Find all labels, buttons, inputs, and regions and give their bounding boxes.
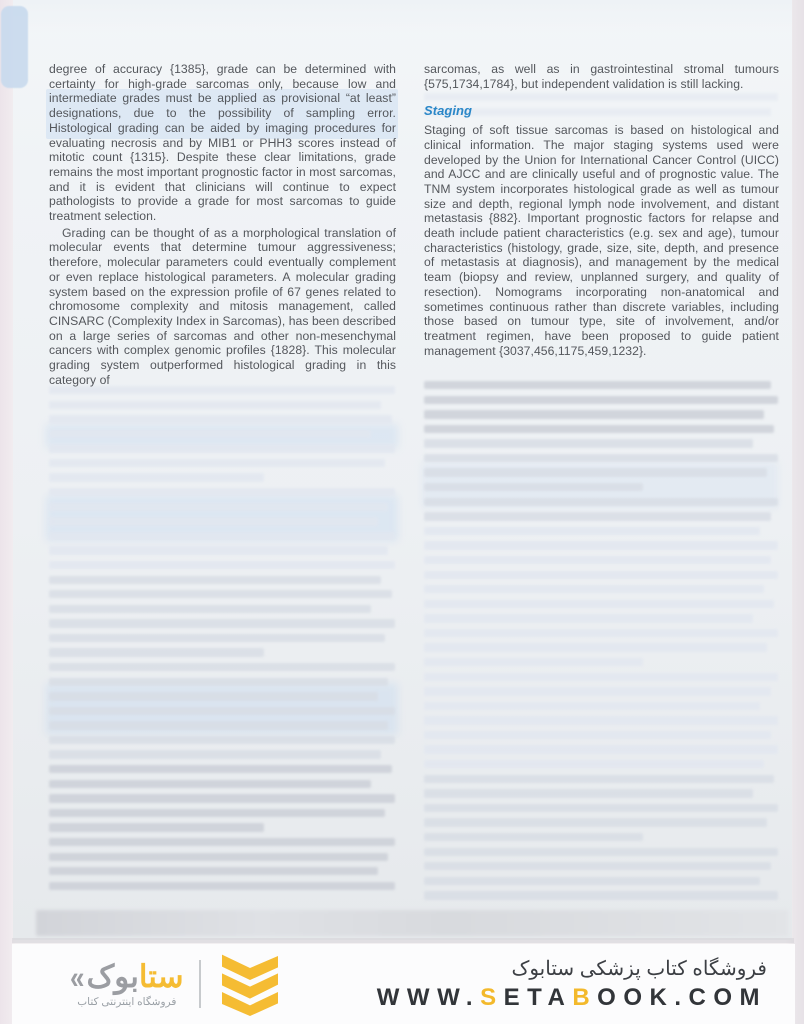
ghost-text-line	[49, 546, 388, 554]
ghost-text-line	[49, 765, 392, 773]
ghost-text-line	[424, 556, 771, 564]
ghost-text-line	[424, 541, 778, 549]
ghost-text-line	[49, 517, 378, 525]
ghost-text-line	[49, 750, 381, 758]
ghost-text-line	[49, 430, 371, 438]
page-bottom-edge	[12, 938, 794, 943]
brand-wordmark-block	[70, 958, 184, 1008]
ghost-text-line	[424, 439, 753, 447]
brand-wordmark-primary: ستا	[138, 958, 184, 994]
ghost-text-line	[49, 590, 392, 598]
ghost-text-line	[424, 687, 771, 695]
ghost-text-line	[49, 401, 381, 409]
ghost-text-line	[424, 862, 771, 870]
ghost-text-line	[49, 678, 388, 686]
url-segment: ETA	[503, 983, 573, 1011]
ghost-text-region-right	[424, 381, 778, 906]
ghost-text-line	[49, 707, 395, 715]
website-url	[377, 985, 767, 1011]
text-column-right	[424, 62, 779, 358]
ghost-text-line	[49, 721, 388, 729]
ghost-text-line	[49, 444, 395, 452]
footer-divider	[199, 960, 201, 1008]
ghost-text-line	[424, 600, 774, 608]
ghost-text-line	[424, 498, 778, 506]
paragraph-staging: Staging of soft tissue sarcomas is based on histological and clinical information. The major staging systems used were developed by the Union for International Cancer Control (UICC) and AJCC and are clinically useful and of prognostic value. The TNM system incorporates histological grade as well as tumour size and depth, regional lymph node involvement, and distant metastasis {882}. Important prognostic factors for relapse and death include patient characteristics (e.g. sex and age), tumour characteristics (histology, grade, size, site, depth, and presence of metastasis at diagnosis), and management by the medical team (biopsy and review, unplanned surgery, and quality of resection). Nomograms incorporating non-anatomical and sometimes continuous rather than discrete variables, including those based on tumour type, site of involvement, and/or treatment regimen, have been proposed to guide patient management {3037,456,1175,459,1232}.	[424, 123, 779, 358]
ghost-text-line	[424, 454, 778, 462]
ghost-text-line	[424, 425, 774, 433]
bookstore-watermark-footer	[12, 944, 795, 1024]
ghost-text-line	[49, 780, 371, 788]
ghost-text-line	[424, 833, 643, 841]
ghost-text-line	[424, 396, 778, 404]
ghost-text-line	[424, 527, 760, 535]
ghost-text-line	[424, 571, 778, 579]
page-marker-tab	[1, 6, 28, 88]
ghost-text-line	[49, 634, 385, 642]
staging-heading: Staging	[424, 103, 473, 119]
ghost-text-region-left	[49, 386, 395, 896]
url-segment: OOK.COM	[597, 983, 767, 1011]
ghost-text-line	[424, 789, 753, 797]
ghost-text-line	[49, 663, 395, 671]
ghost-text-line	[49, 503, 388, 511]
page-top-sheen	[13, 0, 792, 34]
ghost-text-line	[49, 794, 395, 802]
paragraph-validation: sarcomas, as well as in gastrointestinal stromal tumours {575,1734,1784}, but independent validation is still lacking.	[424, 62, 779, 91]
ghost-text-line	[424, 731, 771, 739]
text-column-left	[49, 62, 396, 387]
ghost-text-line	[49, 576, 381, 584]
ghost-text-line	[424, 629, 778, 637]
paragraph-molecular-grading: Grading can be thought of as a morphological translation of molecular events that determine tumour aggressiveness; therefore, molecular parameters could eventually complement or even replace histological parameters. A molecular grading system based on the expression profile of 67 genes related to chromosome complexity and mitosis management, called CINSARC (Complexity Index in Sarcomas), has been described on a large series of sarcomas and other non-mesenchymal cancers with complex genomic profiles {1828}. This molecular grading system outperformed histological grading in this category of	[49, 225, 396, 387]
ghost-text-line	[49, 619, 395, 627]
ghost-text-line	[424, 775, 774, 783]
ghost-text-line	[424, 410, 764, 418]
ghost-text-line	[49, 648, 264, 656]
url-segment: WWW.	[376, 983, 481, 1011]
ghost-text-line	[49, 415, 392, 423]
ghost-text-line	[424, 877, 760, 885]
ghost-text-line	[424, 381, 771, 389]
guillemet-icon: «	[70, 958, 85, 995]
ghost-text-line	[49, 605, 371, 613]
brand-tagline: فروشگاه اینترنتی کتاب	[77, 995, 177, 1008]
ghost-text-line	[424, 702, 760, 710]
ghost-text-line	[424, 891, 778, 899]
store-title: فروشگاه کتاب پزشکی ستابوک	[511, 957, 767, 980]
brand-wordmark	[70, 958, 184, 995]
paragraph-grading-accuracy: degree of accuracy {1385}, grade can be determined with certainty for high-grade sarcomas only, because low and intermediate grades must be applied as provisional “at least” designations, due to the possibility of sampling error. Histological grading can be aided by imaging procedures for evaluating necrosis and by MIB1 or PHH3 scores instead of mitotic count {1315}. Despite these clear limitations, grade remains the most important prognostic factor in most sarcomas, and it is evident that clinicians will continue to expect pathologists to provide a grade for most sarcomas to guide treatment selection.	[49, 62, 396, 224]
url-segment: S	[480, 983, 504, 1011]
ghost-text-line	[424, 468, 767, 476]
ghost-text-line	[49, 809, 385, 817]
ghost-text-line	[424, 614, 753, 622]
ghost-text-line	[424, 818, 767, 826]
footer-text-block	[377, 958, 767, 1011]
ghost-text-line	[424, 585, 764, 593]
ghost-text-line	[424, 716, 778, 724]
ghost-text-line	[49, 692, 378, 700]
ghost-text-line	[424, 512, 771, 520]
ghost-text-line	[49, 867, 378, 875]
ghost-text-line	[49, 532, 395, 540]
ghost-text-line	[424, 760, 764, 768]
ghost-text-line	[424, 658, 643, 666]
ghost-text-line	[49, 488, 395, 496]
ghost-text-line	[49, 882, 395, 890]
ghost-text-line	[49, 561, 395, 569]
ghost-text-line	[424, 483, 643, 491]
ghost-text-line	[49, 853, 388, 861]
ghost-text-line	[424, 673, 778, 681]
showthrough-band	[36, 910, 788, 936]
ghost-text-line	[49, 838, 395, 846]
ghost-text-line	[49, 823, 264, 831]
ghost-text-line	[424, 848, 778, 856]
ghost-text-line	[49, 459, 385, 467]
ghost-text-line	[424, 643, 767, 651]
brand-wordmark-secondary: بوک	[86, 958, 139, 994]
brand-block	[70, 952, 284, 1016]
ghost-text-line	[49, 736, 395, 744]
ghost-text-line	[424, 745, 778, 753]
ghost-text-line	[49, 473, 264, 481]
triple-chevron-logo-icon	[216, 952, 284, 1016]
url-segment: B	[572, 983, 598, 1011]
ghost-text-line	[424, 804, 778, 812]
